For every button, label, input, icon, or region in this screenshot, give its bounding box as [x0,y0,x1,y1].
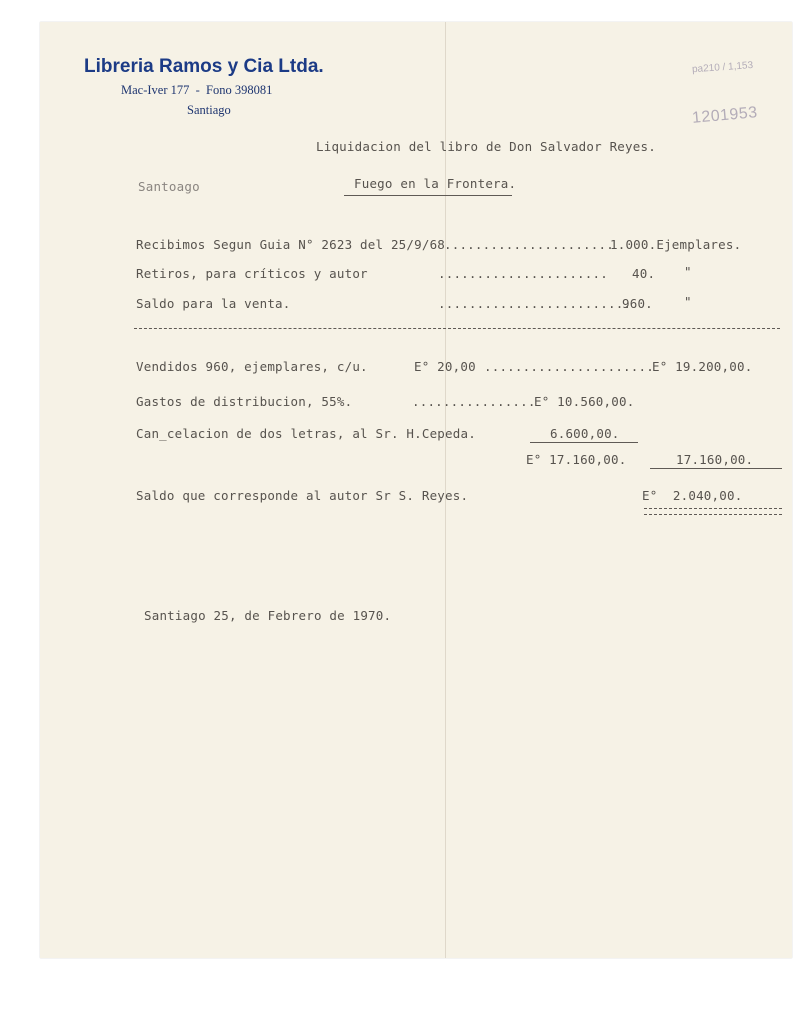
balance-value: E° 2.040,00. [642,488,743,503]
company-city: Santiago [187,103,231,117]
document-page [40,22,792,958]
company-address: Mac-Iver 177 - Fono 398081 [121,83,273,97]
row-received-value: 1.000.Ejemplares. [610,237,742,252]
cancellation-label: Can_celacion de dos letras, al Sr. H.Cepeda. [136,426,476,441]
sales-label: Vendidos 960, ejemplares, c/u. [136,359,368,374]
separator-line [134,328,780,329]
archive-mark-line1: pa210 / 1,153 [691,60,754,76]
row-balance-sale-ditto: " [684,294,692,309]
sales-total: E° 19.200,00. [652,359,753,374]
balance-double-underline-1 [644,508,782,509]
sales-dots: ...................... [484,359,654,374]
book-title: Fuego en la Frontera. [354,176,517,191]
row-withdrawn-dots: ...................... [438,266,608,281]
row-received-dots: ...................... [444,237,614,252]
subtotal-right: 17.160,00. [676,452,754,467]
row-balance-sale-label: Saldo para la venta. [136,296,291,311]
distribution-dots: ................ [412,394,536,409]
row-balance-sale-dots: ......................... [438,296,632,311]
place-left: Santoago [138,179,200,194]
cancellation-value: 6.600,00. [550,426,620,441]
row-withdrawn-value: 40. [632,266,656,281]
row-received-label: Recibimos Segun Guia N° 2623 del 25/9/68 [136,237,446,252]
subtotal-left: E° 17.160,00. [526,452,627,467]
document-title: Liquidacion del libro de Don Salvador Reyes. [316,139,656,154]
archive-mark [692,26,758,161]
book-title-underline [344,195,512,196]
row-withdrawn-label: Retiros, para críticos y autor [136,266,368,281]
distribution-value: E° 10.560,00. [534,394,635,409]
subtotal-underline [650,468,782,469]
cancellation-underline [530,442,638,443]
archive-mark-line2: 1201953 [691,104,759,127]
balance-double-underline-2 [644,514,782,515]
balance-label: Saldo que corresponde al autor Sr S. Reyes. [136,488,469,503]
sales-unit-price: E° 20,00 [414,359,476,374]
distribution-label: Gastos de distribucion, 55%. [136,394,353,409]
date-line: Santiago 25, de Febrero de 1970. [144,608,392,623]
company-name: Libreria Ramos y Cia Ltda. [84,56,324,77]
row-withdrawn-ditto: " [684,264,692,279]
row-balance-sale-value: 960. [622,296,653,311]
